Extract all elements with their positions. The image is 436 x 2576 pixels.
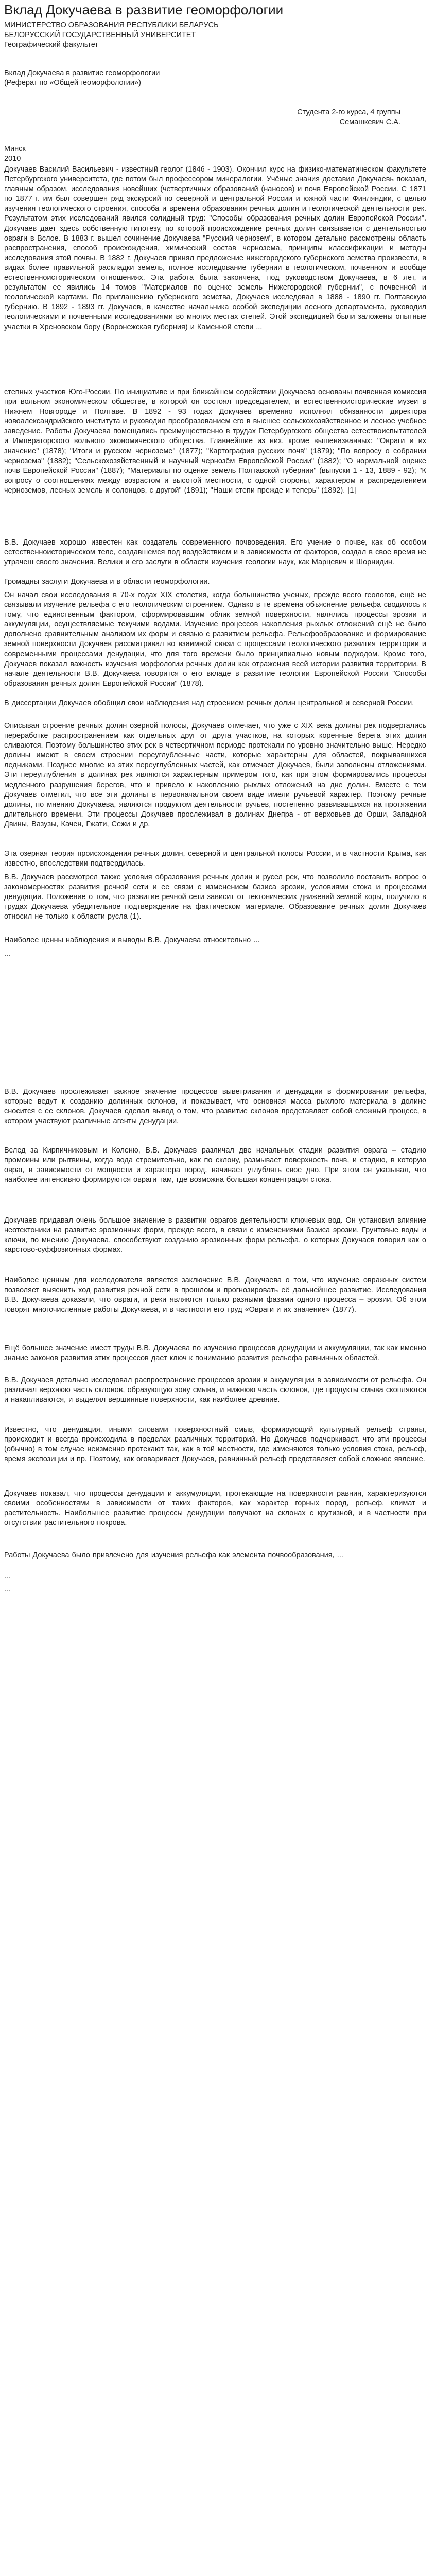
paragraph-springs: Докучаев придавал очень большое значение в развитии оврагов деятельности ключевых вод. Он установил влияние неотектоники на развитие эрозионных форм, прежде всего, в связи с изменениями базиса эрозии. Грунтовые воды и ключи, по мнению Докучаева, способствуют созданию эрозионных форм рельефа, о которых Докучаев говорил как о карстово-суффозионных формах. — [4, 1216, 426, 1255]
paragraph-factors: Докучаев показал, что процессы денудации и аккумуляции, протекающие на поверхности равнин, характеризуются своими особенностями в зависимости от таких факторов, как характер горных пород, рельеф, климат и растительность. Наибольшее развитие процессы денудации получают на склонах с крутизной, и в частности при отсутствии растительного покрова. — [4, 1489, 426, 1528]
paragraph-research-start: Он начал свои исследования в 70-х годах XIX столетия, когда большинство ученых, прежде всего геологов, ещё не связывали изучение рельефа с его геологическим строением. Однако в те времена объяснение рельефа сводилось к тому, что единственным фактором, сформировавшим облик земной поверхности, являлись процессы эрозии и аккумуляции, осуществляемые текучими водами. Изучение процессов накопления рыхлых отложений ещё не было дополнено сравнительным анализом их форм и связью с развитием рельефа. Рельефообразование и формирование земной поверхности Докучаев рассматривал во взаимной связи с процессами геологического развития территории и современными процессами денудации, что для того времени было принципиально новым подходом. Кроме того, Докучаев показал важность изучения морфологии речных долин как отражения всей истории развития территории. В начале деятельности В.В. Докучаева говорится о его вкладе в развитие геологии Европейской России "Способы образования речных долин Европейской России" (1878). — [4, 591, 426, 688]
page-heading: Вклад Докучаева в развитие геоморфологии — [4, 2, 284, 18]
paragraph-intro: Докучаев Василий Васильевич - известный геолог (1846 - 1903). Окончил курс на физико-математическом факультете Петербургского университета, где потом был профессором минералогии. Учёные знания доставил Докучаевь показал, главным образом, исследования новейших (четвертичных образований (наносов) и почв Европейской России. С 1871 по 1877 г. им был совершен ряд экскурсий по северной и центральной России и южной части Финляндии, с целью изучения геологического строения, способа и времени образования речных долин и геологической деятельности рек. Результатом этих исследований явился солидный труд: "Способы образования речных долин Европейской России". Докучаев дает здесь собственную гипотезу, по которой происхождение речных долин связывается с деятельностью овраги в Вслое. В 1883 г. вышел сочинение Докучаева "Русский чернозем", в котором детально рассмотрены область распространения, способ происхождения, химический состав чернозема, принципы классификации и методы исследования этой почвы. В 1882 г. Докучаев принял предложение нижегородского губернского земства произвести, в видах более правильной раскладки земель, полное исследование губернии в геологическом, почвенном и вообще естественноисторическом отношениях. Эта работа была закончена, под руководством Докучаева, в 6 лет, и результатом ее явились 14 томов "Материалов по оценке земель Нижегородской губернии", с почвенной и геологической картами. По приглашению губернского земства, Докучаев исследовал в 1888 - 1890 гг. Полтавскую губернию. В 1892 - 1893 гг. Докучаев, в качестве начальника особой экспедиции лесного департамента, руководил геологическими и почвенными исследованиями во многих местах степей. Этой экспедицией были заложены опытные участки в Хреновском бору (Воронежская губерния) и Каменной степи ... — [4, 165, 426, 331]
paragraph-merits: Громадны заслуги Докучаева и в области геоморфологии. — [4, 578, 210, 586]
ministry-line: МИНИСТЕРСТВО ОБРАЗОВАНИЯ РЕСПУБЛИКИ БЕЛАРУСЬ — [4, 21, 219, 29]
city: Минск — [4, 145, 26, 153]
paragraph-erosion: В.В. Докучаев детально исследовал распространение процессов эрозии и аккумуляции в зависимости от рельефа. Он различал верхнюю часть склонов, образующую зону смыва, и нижнюю часть склонов, где продукты смыва скопляются и накапливаются, и выделял вершинные поверхности, как наиболее древние. — [4, 1376, 426, 1404]
author-course: Студента 2-го курса, 4 группы — [297, 108, 400, 116]
paragraph-river-conditions: В.В. Докучаев рассмотрел также условия образования речных долин и русел рек, что позволило поставить вопрос о закономерностях развития речной сети и ее связи с изменением базиса эрозии, условиями стока и процессами денудации. Положение о том, что развитие речной сети зависит от тектонических движений земной коры, получило в трудах Докучаева убедительное подтверждение на фактическом материале. Образование речных долин Докучаев относил не только к области русла (1). — [4, 873, 426, 921]
work-subtitle: (Реферат по «Общей геоморфологии») — [4, 79, 141, 87]
paragraph-dissertation: В диссертации Докучаев обобщил свои наблюдения над строением речных долин центральной и северной России. — [4, 699, 414, 707]
paragraph-lake-theory: Эта озерная теория происхождения речных долин, северной и центральной полосы России, и в частности Крыма, как известно, впоследствии подтвердилась. — [4, 850, 426, 868]
paragraph-valleys: Описывая строение речных долин озерной полосы, Докучаев отмечает, что уже с XIX века долины рек подвергались переработке распространением как отдельных друг от друга участков, на которых коренные берега этих долин сливаются. Поэтому большинство этих рек в четвертичном периоде протекали по уровню значительно выше. Нередко долины имеют в своем строении переуглубленные части, которые характерны для областей, покрывавшихся ледниками. Позднее многие из этих переуглубленных частей, как отмечает Докучаев, были заполнены отложениями. Эти переуглубления в долинах рек являются характерным примером того, как при этом формировались процессы медленного разрушения берегов, что и привело к накоплению рыхлых отложений на дне долин. Вместе с тем Докучаев отметил, что все эти долины в первоначальном своем виде имели ручьевой характер. Поэтому речные долины, по мнению Докучаева, являются продуктом деятельности ручьев, постепенно развивавшихся на протяжении длительного времени. Эти процессы Докучаев прослеживал в долинах Днепра - от верховьев до Орши, Западной Двины, Вазузы, Качен, Гжати, Сежи и др. — [4, 722, 426, 828]
paragraph-elision-2: ... — [4, 1572, 11, 1580]
paragraph-relief-element: Работы Докучаева было привлечено для изучения рельефа как элемента почвообразования, ... — [4, 1551, 343, 1560]
paragraph-gully-systems: Наиболее ценным для исследователя является заключение В.В. Докучаева о том, что изучение овражных систем позволяет выяснить ход развития речной сети в прошлом и прогнозировать её дальнейшее развитие. Исследования В.В. Докучаева доказали, что овраги, и реки являются только разными фазами одного процесса – эрозии. Об этом говорят многочисленные работы Докучаева, и в частности его труд «Овраги и их значение» (1877). — [4, 1276, 426, 1314]
university-line: БЕЛОРУССКИЙ ГОСУДАРСТВЕННЫЙ УНИВЕРСИТЕТ — [4, 31, 196, 39]
faculty-line: Географический факультет — [4, 41, 98, 49]
paragraph-elision-1: ... — [4, 950, 11, 958]
paragraph-observations: Наиболее ценны наблюдения и выводы В.В. Докучаева относительно ... — [4, 936, 260, 944]
year: 2010 — [4, 155, 21, 163]
paragraph-surface-wash: Известно, что денудация, иными словами поверхностный смыв, формирующий культурный рельеф страны, происходит и всегда происходила в пределах различных территорий. Но Докучаев подчеркивает, что эти процессы (обычно) в том случае неизменно протекают так, как в той местности, где изменяются только условия стока, рельеф, время экспозиции и пр. Поэтому, как оговаривает Докучаев, равнинный рельеф представляет собой сложное явление. — [4, 1426, 426, 1464]
author-name: Семашкевич С.А. — [339, 118, 400, 126]
paragraph-soil-science: В.В. Докучаев хорошо известен как создатель современного почвоведения. Его учение о почве, как об особом естественноисторическом теле, создавшемся под воздействием и в зависимости от факторов, создал в свое время не утрачеш своего значения. Велики и его заслуги в области изучения геологии наук, как Марцевич и Шорнидин. — [4, 538, 426, 567]
work-title: Вклад Докучаева в развитие геоморфологии — [4, 69, 160, 77]
paragraph-gullies: Вслед за Кирпичниковым и Коленю, В.В. Докучаев различал две начальных стадии развития оврага – стадию промоины или рытвины, когда вода стремительно, как по склону, размывает поверхность почв, и стадию, в которую овраг, в зависимости от мощности и характера пород, начинает углублять свое дно. При этом он указывал, что наиболее интенсивно формируются овраги там, где возможна большая концентрация стока. — [4, 1146, 426, 1184]
paragraph-works: степных участков Юго-России. По инициативе и при ближайшем содействии Докучаева основаны почвенная комиссия при вольном экономическом обществе, в которой он состоял председателем, и естественноисторические музеи в Нижнем Новгороде и Полтаве. В 1892 - 93 годах Докучаев временно исполнял обязанности директора новоалександрийского института и руководил преобразованием его в высшее сельскохозяйственное и лесное учебное заведение. Работы Докучаева помещались преимущественно в трудах Петербургского общества естествоиспытателей и Императорского вольного экономического общества. Главнейшие из них, кроме вышеназванных: "Овраги и их значение" (1878); "Итоги и русском черноземе" (1877); "Картография русских почв" (1879); "По вопросу о собрании чернозема" (1882); "Сельскохозяйственный и научный чернозём Европейской России" (1882); "О нормальной оценке почв Европейской России" (1887); "Материалы по оценке земель Полтавской губернии" (выпуски 1 - 13, 1889 - 92); "К вопросу о соотношениях между возрастом и высотой местности, с одной стороны, характером и распределением черноземов, лесных земель и солонцов, с другой" (1891); "Наши степи прежде и теперь" (1892). [1] — [4, 388, 426, 495]
paragraph-weathering: В.В. Докучаев прослеживает важное значение процессов выветривания и денудации в формировании рельефа, которые ведут к созданию долинных склонов, и показывает, что основная масса рыхлого материала в долине сносится с ее склонов. Докучаев сделал вывод о том, что развитие склонов представляет собой сложный процесс, в котором участвуют различные агенты денудации. — [4, 1088, 426, 1126]
paragraph-elision-3: ... — [4, 1585, 11, 1594]
paragraph-denudation: Ещё большее значение имеет труды В.В. Докучаева по изучению процессов денудации и аккумуляции, так как именно знание законов развития этих процессов дает ключ к пониманию развития рельефа равнинных областей. — [4, 1344, 426, 1363]
